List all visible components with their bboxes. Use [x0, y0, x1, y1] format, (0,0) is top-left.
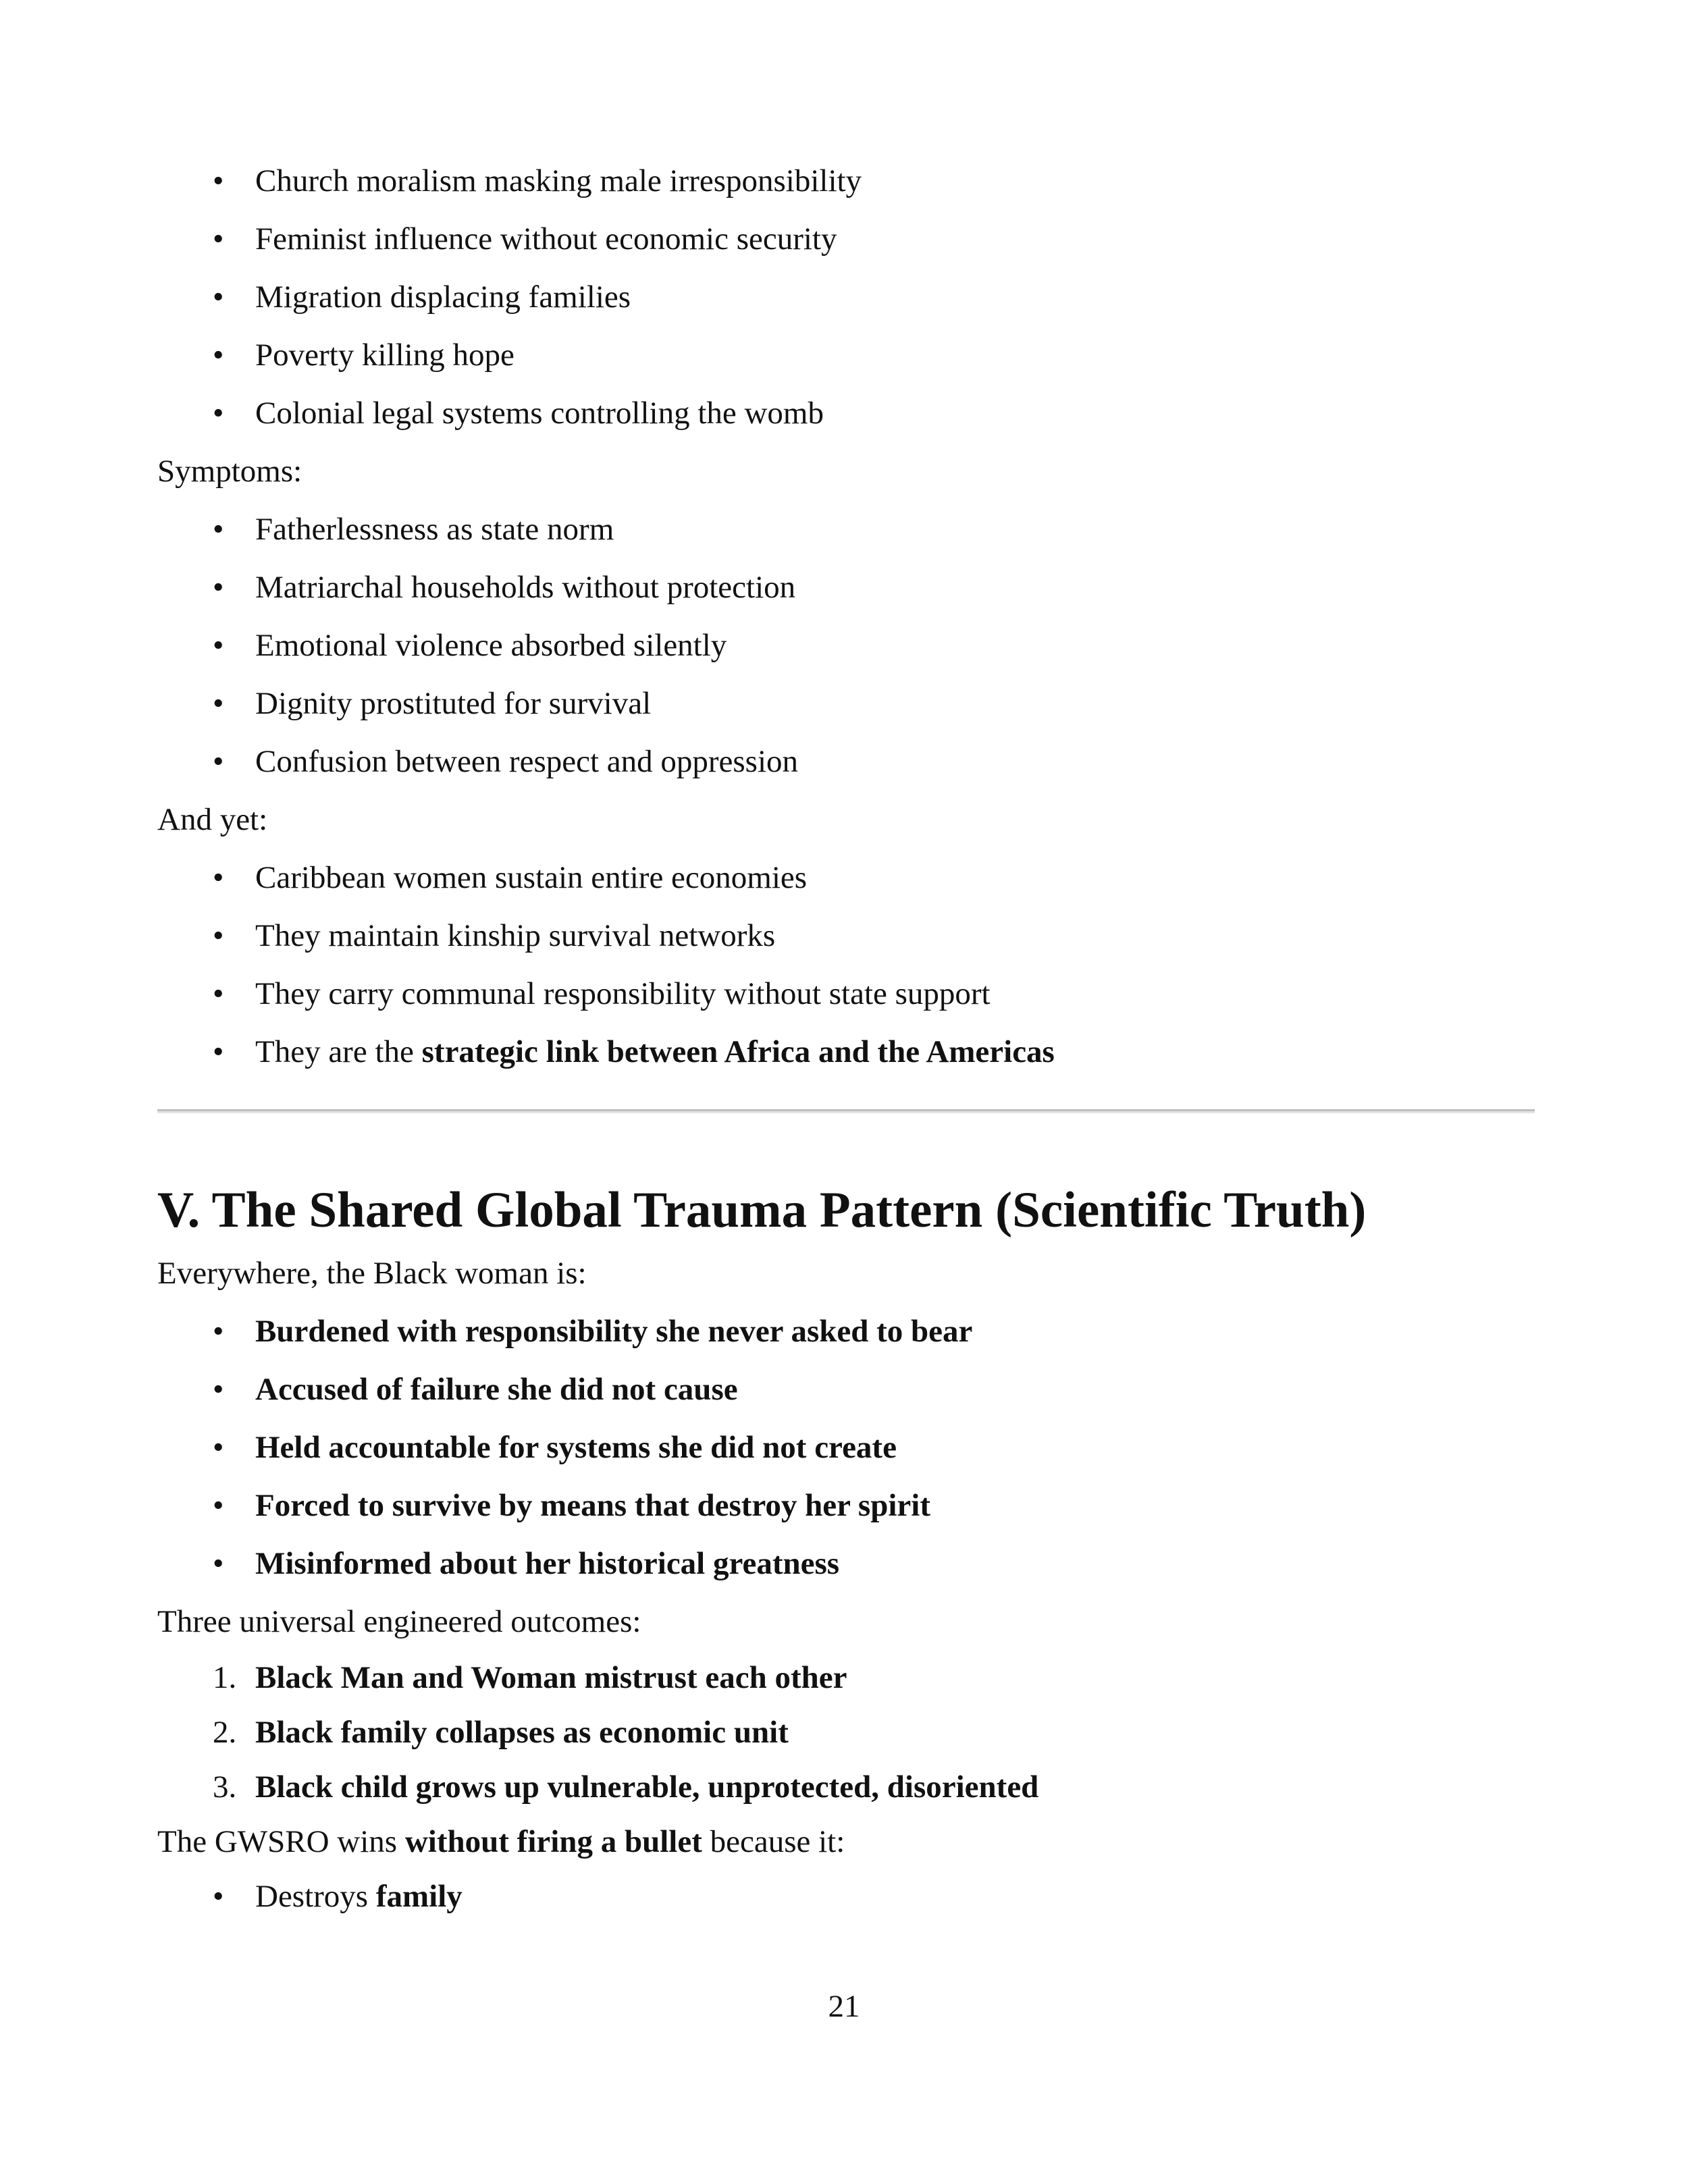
bullet-icon: • — [213, 512, 224, 547]
symptoms-label: Symptoms: — [157, 454, 302, 489]
bullet-icon: • — [213, 860, 224, 895]
list-item-text: Dignity prostituted for survival — [255, 686, 652, 721]
list-item-text: Held accountable for systems she did not create — [255, 1430, 897, 1465]
list-item-text: Emotional violence absorbed silently — [255, 628, 727, 663]
bullet-icon: • — [213, 1314, 224, 1349]
list-item — [157, 1869, 1535, 1924]
list-item — [157, 1023, 1535, 1081]
list-item-text: Caribbean women sustain entire economies — [255, 860, 808, 895]
list-item-text: Black Man and Woman mistrust each other — [255, 1660, 847, 1695]
list-item — [157, 1705, 1535, 1760]
bullet-icon: • — [213, 279, 224, 315]
list-number: 2. — [213, 1715, 237, 1750]
bullet-icon: • — [213, 1372, 224, 1407]
bullet-icon: • — [213, 338, 224, 373]
list-item — [157, 907, 1535, 965]
page-content — [157, 152, 1535, 1924]
list-item — [157, 1418, 1535, 1476]
list-item-text: Forced to survive by means that destroy her spirit — [255, 1488, 930, 1523]
list-item — [157, 1760, 1535, 1815]
list-item-text: Feminist influence without economic security — [255, 221, 837, 257]
list-item-text: Accused of failure she did not cause — [255, 1372, 738, 1407]
outcomes-intro: Three universal engineered outcomes: — [157, 1604, 641, 1639]
list-item — [157, 558, 1535, 616]
list-item — [157, 1302, 1535, 1360]
list-item-text: Confusion between respect and oppression — [255, 744, 799, 779]
bullet-icon: • — [213, 976, 224, 1011]
list-number: 1. — [213, 1660, 237, 1695]
bullet-icon: • — [213, 570, 224, 605]
list-item — [157, 616, 1535, 674]
and-yet-label: And yet: — [157, 802, 268, 837]
gwsro-bold: without firing a bullet — [404, 1824, 702, 1859]
symptoms-list — [157, 500, 1535, 791]
list-item — [157, 326, 1535, 384]
bullet-icon: • — [213, 1546, 224, 1581]
bullet-icon: • — [213, 396, 224, 431]
and-yet-list — [157, 849, 1535, 1081]
bullet-icon: • — [213, 744, 224, 779]
list-item — [157, 210, 1535, 268]
list-item-bold-text: family — [375, 1879, 463, 1914]
list-item-text: Migration displacing families — [255, 279, 631, 315]
list-item — [157, 268, 1535, 326]
list-item-text: They carry communal responsibility without state support — [255, 976, 991, 1011]
bullet-icon: • — [213, 918, 224, 953]
list-item-text: Church moralism masking male irresponsibility — [255, 163, 862, 198]
list-item — [157, 1535, 1535, 1593]
list-item — [157, 1360, 1535, 1418]
destroys-list — [157, 1869, 1535, 1924]
list-item — [157, 384, 1535, 442]
gwsro-paragraph — [157, 1815, 1535, 1869]
list-item — [157, 733, 1535, 791]
horizontal-rule — [157, 1109, 1535, 1113]
causes-list — [157, 152, 1535, 442]
bullet-icon: • — [213, 163, 224, 198]
bullet-icon: • — [213, 686, 224, 721]
list-item-text: Matriarchal households without protection — [255, 570, 796, 605]
list-item-text: They maintain kinship survival networks — [255, 918, 776, 953]
page-number: 21 — [828, 1989, 860, 2024]
outcomes-list — [157, 1651, 1535, 1815]
list-number: 3. — [213, 1769, 237, 1805]
list-item-text: Black family collapses as economic unit — [255, 1715, 789, 1750]
bullet-icon: • — [213, 221, 224, 257]
list-item-text: Poverty killing hope — [255, 338, 515, 373]
bullet-icon: • — [213, 628, 224, 663]
list-item-text: They are the — [255, 1034, 422, 1069]
list-item-text: Burdened with responsibility she never asked to bear — [255, 1314, 973, 1349]
section-heading: V. The Shared Global Trauma Pattern (Scientific Truth) — [157, 1182, 1367, 1238]
bullet-icon: • — [213, 1879, 224, 1914]
bullet-icon: • — [213, 1430, 224, 1465]
list-item — [157, 674, 1535, 733]
list-item-text: Black child grows up vulnerable, unprotected, disoriented — [255, 1769, 1039, 1805]
list-item-text: Misinformed about her historical greatness — [255, 1546, 840, 1581]
gwsro-suffix: because it: — [702, 1824, 845, 1859]
list-item — [157, 849, 1535, 907]
list-item — [157, 152, 1535, 210]
gwsro-prefix: The GWSRO wins — [157, 1824, 405, 1859]
list-item-text: Colonial legal systems controlling the womb — [255, 396, 824, 431]
list-item — [157, 500, 1535, 558]
list-item-text: Fatherlessness as state norm — [255, 512, 614, 547]
list-item — [157, 965, 1535, 1023]
bullet-icon: • — [213, 1488, 224, 1523]
bullet-icon: • — [213, 1034, 224, 1069]
list-item — [157, 1476, 1535, 1535]
everywhere-intro: Everywhere, the Black woman is: — [157, 1256, 587, 1291]
list-item-bold-text: strategic link between Africa and the Americas — [421, 1034, 1055, 1069]
section-divider — [157, 1081, 1535, 1162]
everywhere-list — [157, 1302, 1535, 1593]
list-item — [157, 1651, 1535, 1705]
list-item-text: Destroys — [255, 1879, 376, 1914]
